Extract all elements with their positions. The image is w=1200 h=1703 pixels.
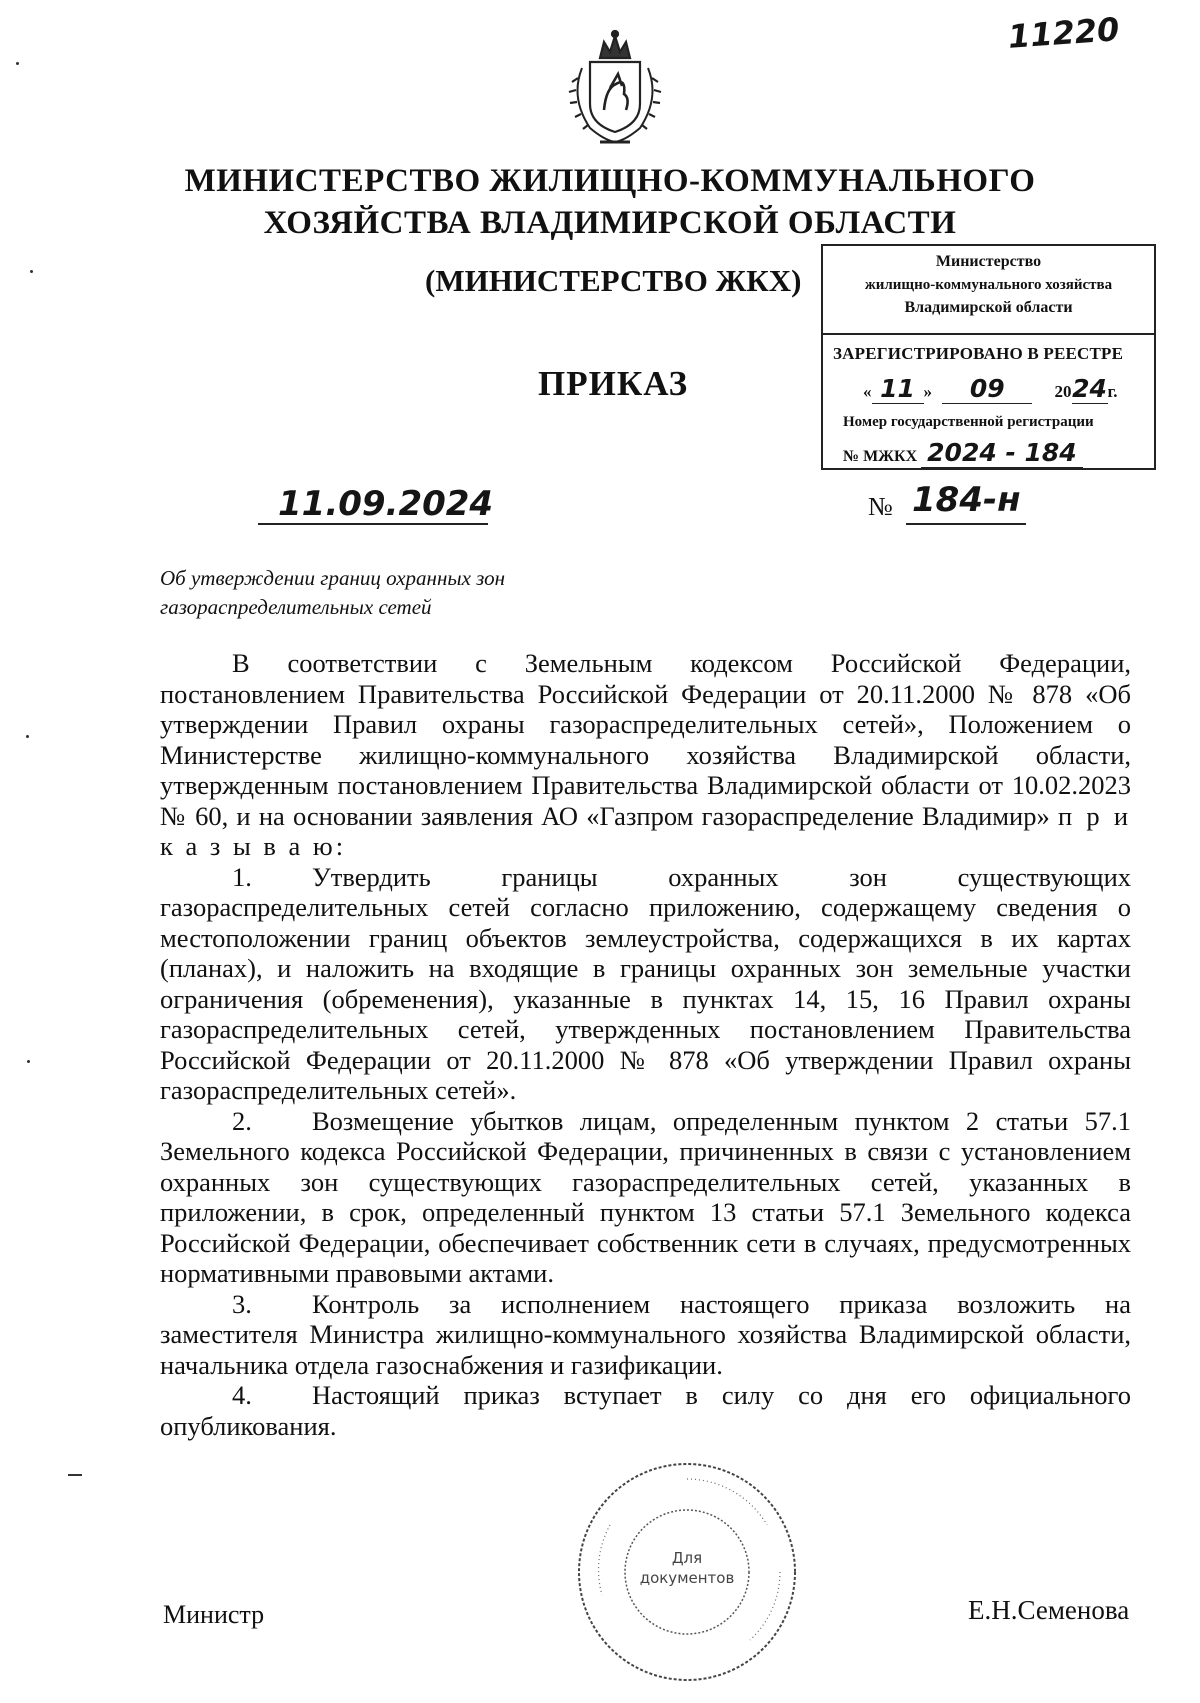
stamp-open-quote: « (863, 382, 872, 401)
preamble-text: В соответствии с Земельным кодексом Российской Федерации, постановлением Правительства Российской Федерации от 20.11.2000 № 878 «Об утверждении Правил охраны газораспределительных сетей», Положением о Министерстве жилищно-коммунального хозяйства Владимирской области, утвержденным постановлением Правительства Владимирской области от 10.02.2023 № 60, и на основании заявления АО «Газпром газораспределение Владимир» (160, 648, 1131, 831)
stamp-number-value: 2024 - 184 (921, 438, 1083, 468)
stamp-number-prefix: № МЖКХ (843, 448, 918, 465)
signer-position: Министр (163, 1600, 265, 1629)
item-number: 2. (232, 1105, 252, 1136)
stamp-year-unit: г. (1107, 382, 1118, 401)
stamp-org-line1: Министерство (935, 253, 1042, 270)
order-subject (160, 564, 505, 622)
stamp-month: 09 (942, 374, 1032, 404)
scan-speck (27, 1060, 30, 1063)
scan-speck (26, 735, 29, 738)
ministry-title-line1: МИНИСТЕРСТВО ЖИЛИЩНО-КОММУНАЛЬНОГО (184, 163, 1036, 199)
stamp-registered-label: ЗАРЕГИСТРИРОВАНО В РЕЕСТРЕ (833, 344, 1124, 363)
order-item-1 (160, 862, 1131, 1106)
scan-mark (68, 1474, 82, 1476)
order-body (160, 648, 1131, 1441)
document-type-heading: ПРИКАЗ (538, 364, 689, 403)
signer-name: Е.Н.Семенова (968, 1595, 1130, 1625)
stamp-day: 11 (872, 374, 924, 404)
item-text: Контроль за исполнением настоящего приказа возложить на заместителя Министра жилищно-коммунального хозяйства Владимирской области, начальника отдела газоснабжения и газификации. (160, 1288, 1131, 1380)
order-date-underline (258, 523, 488, 525)
round-seal (570, 1455, 805, 1690)
subject-line2: газораспределительных сетей (160, 595, 432, 619)
stamp-org-line3: Владимирской области (904, 299, 1073, 316)
stamp-number-row (843, 438, 1083, 467)
order-number-underline (906, 523, 1026, 525)
scan-speck (16, 62, 19, 65)
item-number: 3. (232, 1288, 252, 1319)
order-item-4 (160, 1380, 1131, 1441)
subject-line1: Об утверждении границ охранных зон (160, 566, 506, 590)
ministry-title (150, 160, 1070, 244)
coat-of-arms-emblem (560, 28, 670, 148)
registration-handwritten-annotation: 11220 (1006, 10, 1121, 56)
order-item-2 (160, 1106, 1131, 1289)
item-text: Настоящий приказ вступает в силу со дня его официального опубликования. (160, 1380, 1131, 1441)
stamp-date-row (863, 374, 1143, 404)
stamp-year-prefix: 20 (1054, 382, 1072, 401)
stamp-divider (823, 333, 1154, 335)
seal-center-line2: документов (639, 1569, 735, 1587)
order-number-label: № (868, 492, 893, 521)
preamble-paragraph (160, 648, 1131, 862)
decree-word: п р и к а з ы в а ю: (160, 800, 1131, 861)
stamp-state-reg-label: Номер государственной регистрации (843, 414, 1094, 430)
ministry-short-name: (МИНИСТЕРСТВО ЖКХ) (425, 263, 802, 298)
item-number: 1. (232, 861, 252, 892)
item-number: 4. (232, 1380, 252, 1410)
order-number: 184-н (912, 480, 1021, 520)
order-item-3 (160, 1289, 1131, 1381)
ministry-title-line2: ХОЗЯЙСТВА ВЛАДИМИРСКОЙ ОБЛАСТИ (263, 205, 957, 241)
order-date: 11.09.2024 (278, 484, 494, 524)
scan-speck (30, 270, 33, 273)
stamp-year-suffix: 24 (1072, 374, 1107, 403)
item-text: Утвердить границы охранных зон существующих газораспределительных сетей согласно приложению, содержащему сведения о местоположении границ объектов землеустройства, содержащихся в их картах (планах), и наложить на входящие в границы охранных зон земельные участки ограничения (обременения), указанные в пунктах 14, 15, 16 Правил охраны газораспределительных сетей, утвержденных постановлением Правительства Российской Федерации от 20.11.2000 № 878 «Об утверждении Правил охраны газораспределительных сетей». (160, 861, 1131, 1105)
stamp-org-line2: жилищно-коммунального хозяйства (864, 277, 1113, 293)
registration-stamp (821, 244, 1156, 470)
item-text: Возмещение убытков лицам, определенным пунктом 2 статьи 57.1 Земельного кодекса Российской Федерации, причиненных в связи с установлением охранных зон существующих газораспределительных сетей, указанных в приложении, в срок, определенный пунктом 13 статьи 57.1 Земельного кодекса Российской Федерации, обеспечивает собственник сети в случаях, предусмотренных нормативными правовыми актами. (160, 1105, 1131, 1288)
stamp-close-quote: » (923, 382, 932, 401)
seal-center-line1: Для (671, 1549, 703, 1567)
